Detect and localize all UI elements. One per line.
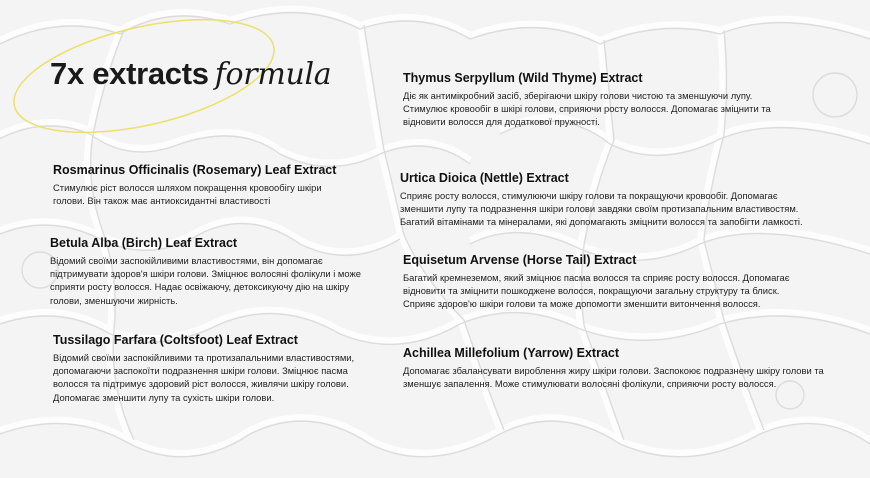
ingredient-horse-tail <box>403 253 808 311</box>
ingredient-description: Допомагає збалансувати вироблення жиру шкіри голови. Заспокоює подразнену шкіру голови та зменшує запалення. Може стимулювати волосяні фолікули, сприяючи росту волосся. <box>403 365 824 390</box>
ingredient-name: Rosmarinus Officinalis (Rosemary) Leaf Extract <box>53 163 337 177</box>
ingredient-birch <box>50 236 375 307</box>
title-script: formula <box>214 57 332 92</box>
ingredient-nettle <box>400 171 820 229</box>
ingredient-name: Tussilago Farfara (Coltsfoot) Leaf Extract <box>53 333 298 347</box>
ingredient-name: Urtica Dioica (Nettle) Extract <box>400 171 569 185</box>
ingredient-coltsfoot <box>53 333 373 404</box>
ingredient-name: Thymus Serpyllum (Wild Thyme) Extract <box>403 71 643 85</box>
ingredient-description: Сприяє росту волосся, стимулюючи шкіру голови та покращуючи кровообіг. Допомагає зменшити лупу та подразнення шкіри голови завдяки своїм протизапальним властивостям. Багатий вітамінами та мінералами, які допомагають зміцнити волосся та запобігти ламкості. <box>400 190 803 228</box>
ingredient-name: Achillea Millefolium (Yarrow) Extract <box>403 346 620 360</box>
ingredient-rosemary <box>53 163 343 207</box>
ingredient-thyme <box>403 71 783 129</box>
title-main: 7x extracts <box>50 56 209 91</box>
ingredient-description: Відомий своїми заспокійливими властивостями, він допомагає підтримувати здоров'я шкіри голови. Зміцнює волосяні фолікули і може сприяти росту волосся. Надає освіжаючу, детоксикуючу дію на шкіру голови, зменшуючи жирність. <box>50 255 361 306</box>
ingredient-description: Стимулює ріст волосся шляхом покращення кровообігу шкіри голови. Він також має антиоксидантні властивості <box>53 182 322 207</box>
ingredient-name: Equisetum Arvense (Horse Tail) Extract <box>403 253 637 267</box>
ingredient-description: Діє як антимікробний засіб, зберігаючи шкіру голови чистою та зменшуючи лупу. Стимулює кровообіг в шкірі голови, сприяючи росту волосся. Допомагає зміцнити та відновити волосся для додаткової пружності. <box>403 90 771 128</box>
ingredient-yarrow <box>403 346 828 390</box>
ingredient-description: Багатий кремнеземом, який зміцнює пасма волосся та сприяє росту волосся. Допомагає відновити та зміцнити пошкоджене волосся, покращуючи загальну структуру та блиск. Сприяє здоров'ю шкіри голови та може допомогти зменшити витончення волосся. <box>403 272 790 310</box>
ingredient-name: Betula Alba (Birch) Leaf Extract <box>50 236 238 250</box>
ingredient-description: Відомий своїми заспокійливими та протизапальними властивостями, допомагаючи заспокоїти подразнення шкіри голови. Зміцнює пасма волосся та підтримує здоровий ріст волосся, живлячи шкіру голови. Допомагає зменшити лупу та сухість шкіри голови. <box>53 352 355 403</box>
page-title <box>50 54 331 95</box>
